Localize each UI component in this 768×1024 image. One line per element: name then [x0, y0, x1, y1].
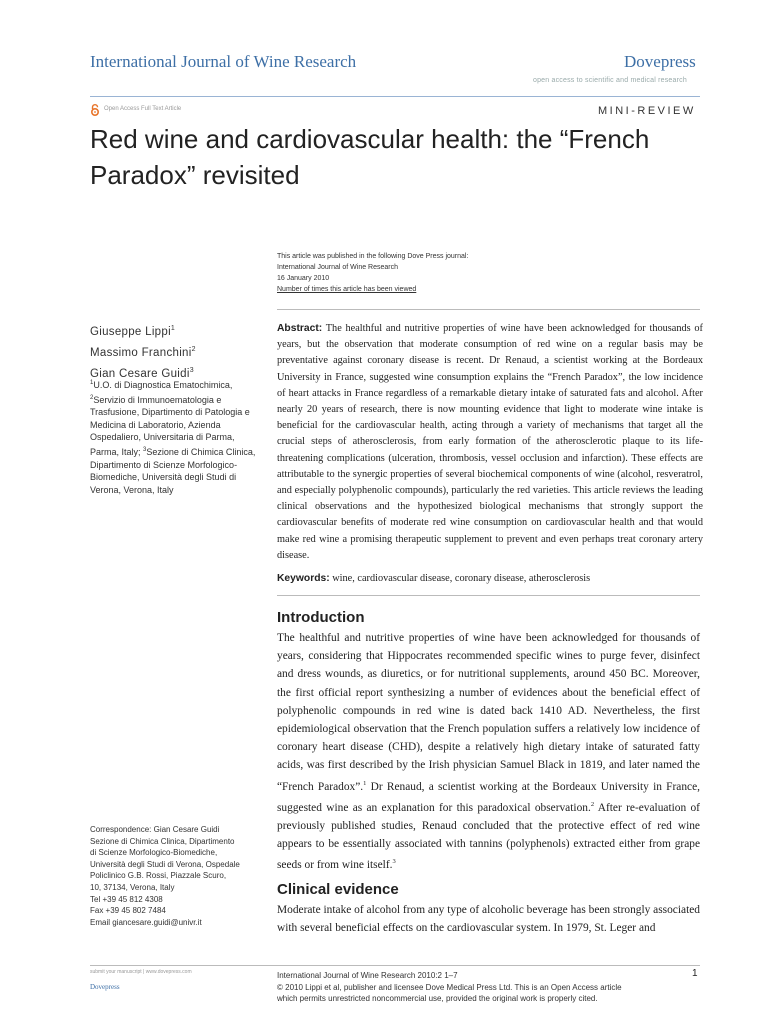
article-type: MINI-REVIEW — [598, 105, 696, 117]
reference-link[interactable]: 1 — [363, 779, 367, 787]
email-link[interactable]: Email giancesare.guidi@univr.it — [90, 917, 202, 927]
abstract-label: Abstract: — [277, 323, 323, 334]
keywords-text: wine, cardiovascular disease, coronary disease, atherosclerosis — [332, 573, 591, 584]
author: Gian Cesare Guidi$^3$ — [90, 366, 194, 380]
affiliations: $^1$U.O. di Diagnostica Ematochimica, $^2$Servizio di Immunoematologia e Trasfusione, Dipartimento di Patologia e Medicina di Laboratorio, Azienda Ospedaliero, Universitaria di Parma, Parma, Italy; $^3$Sezione di Chimica Clinica, Dipartimento di Scienze Morfologico-Biomediche, Università degli Studi di Verona, Verona, Italy — [90, 380, 256, 495]
abstract-text: The healthful and nutritive properties of wine have been acknowledged for thousands of years, but the observation that moderate consumption of red wine on a regular basis may be preventative against coronary disease is recent. Dr Renaud, a scientist working at the Bordeaux University in France, suggested wine consumption explains the “French Paradox”, the low incidence of heart attacks in France regardless of a remarkable dietary intake of saturated fats and alcohol. After nearly 20 years of research, there is now mounting evidence that light to moderate wine intake is beneficial for the cardiovascular health, acting through a variety of mechanisms that target all the crucial steps of atherosclerosis, from early formation of the atherosclerotic plaque to its life-threatening complications (ulceration, thrombosis, vessel occlusion and infarction). These effects are attributable to the synergic properties of several biochemical components of wine (alcohol, resveratrol, and especially polyphenolic compounds), particularly the red varieties. This article reviews the leading clinical observations and the hypothesized biological mechanisms that strongly support the cardiovascular benefits of moderate red wine consumption on cardiovascular health and that would make red wine a promising therapeutic supplement to prevent and even perhaps treat coronary artery disease. — [277, 323, 703, 561]
footer-citation: International Journal of Wine Research 2010:2 1–7 © 2010 Lippi et al, publisher and licensee Dove Medical Press Ltd. This is an Open Access article which permits unrestricted noncommercial use, provided the original work is properly cited. — [277, 971, 622, 1003]
clinical-evidence-text: Moderate intake of alcohol from any type of alcoholic beverage has been strongly associated with several beneficial effects on the cardiovascular system. In 1979, St. Leger and — [277, 904, 700, 935]
author-list — [90, 320, 196, 382]
open-access-icon — [90, 104, 100, 116]
footer-divider — [90, 965, 700, 966]
pubinfo-journal[interactable]: International Journal of Wine Research — [277, 264, 399, 271]
clinical-evidence-heading: Clinical evidence — [277, 881, 399, 898]
submit-manuscript-link[interactable]: submit your manuscript | www.dovepress.com — [90, 969, 192, 975]
publication-info — [277, 251, 468, 295]
footer-publisher-logo: Dovepress — [90, 983, 120, 991]
page-number: 1 — [692, 968, 698, 979]
article-title: Red wine and cardiovascular health: the “French Paradox” revisited — [90, 124, 650, 190]
journal-name: International Journal of Wine Research — [90, 52, 357, 71]
introduction-heading: Introduction — [277, 609, 365, 626]
pubinfo-date: 16 January 2010 — [277, 275, 330, 282]
abstract — [277, 321, 703, 564]
introduction-text: The healthful and nutritive properties of wine have been acknowledged for thousands of years, considering that Hippocrates recommended specific wines to purge fever, disinfect and dress wounds, as diuretics, or for nutritional supplements, around 450 BC. Moreover, the first official report synthesizing a number of evidences about the beneficial effect of polyphenolic compounds in red wine is dated back 1410 AD. Nevertheless, the first epidemiological observation that the French population suffers a relatively low incidence of coronary heart disease (CHD), despite a relatively high dietary intake of saturated fatty acids, was first described by the Irish physician Samuel Black in 1819, and later named the “French Paradox”.$^1$ Dr Renaud, a scientist working at the Bordeaux University in France, suggested wine as an explanation for this paradoxical observation.$^2$ After re-evaluation of previously published studies, Renaud concluded that the protective effect of red wine appears to be essentially associated with tannins (polyphenols) extracted either from grape seeds or from wine itself.$^3$ — [277, 632, 701, 871]
pubinfo-divider — [277, 309, 700, 310]
author: Massimo Franchini$^2$ — [90, 345, 196, 359]
header-divider — [90, 96, 700, 97]
publisher-tagline: open access to scientific and medical research — [533, 77, 687, 84]
pubinfo-line: This article was published in the following Dove Press journal: — [277, 253, 469, 260]
publisher-logo: Dovepress — [624, 52, 696, 71]
correspondence: Correspondence: Gian Cesare Guidi Sezione di Chimica Clinica, Dipartimento di Scienze Morfologico-Biomediche, Università degli Studi di Verona, Ospedale Policlinico G.B. Rossi, Piazzale Scuro, 10, 37134, Verona, Italy Tel +39 45 812 4308 Fax +39 45 802 7484 Email giancesare.guidi@univr.it — [90, 824, 265, 928]
open-access-label: Open Access Full Text Article — [104, 106, 182, 112]
reference-link[interactable]: 2 — [590, 800, 595, 808]
keywords-divider — [277, 595, 700, 596]
keywords — [277, 573, 703, 584]
author: Giuseppe Lippi$^1$ — [90, 325, 176, 338]
keywords-label: Keywords: — [277, 573, 330, 584]
reference-link[interactable]: 3 — [392, 858, 396, 866]
view-count-link[interactable]: Number of times this article has been viewed — [277, 286, 417, 293]
